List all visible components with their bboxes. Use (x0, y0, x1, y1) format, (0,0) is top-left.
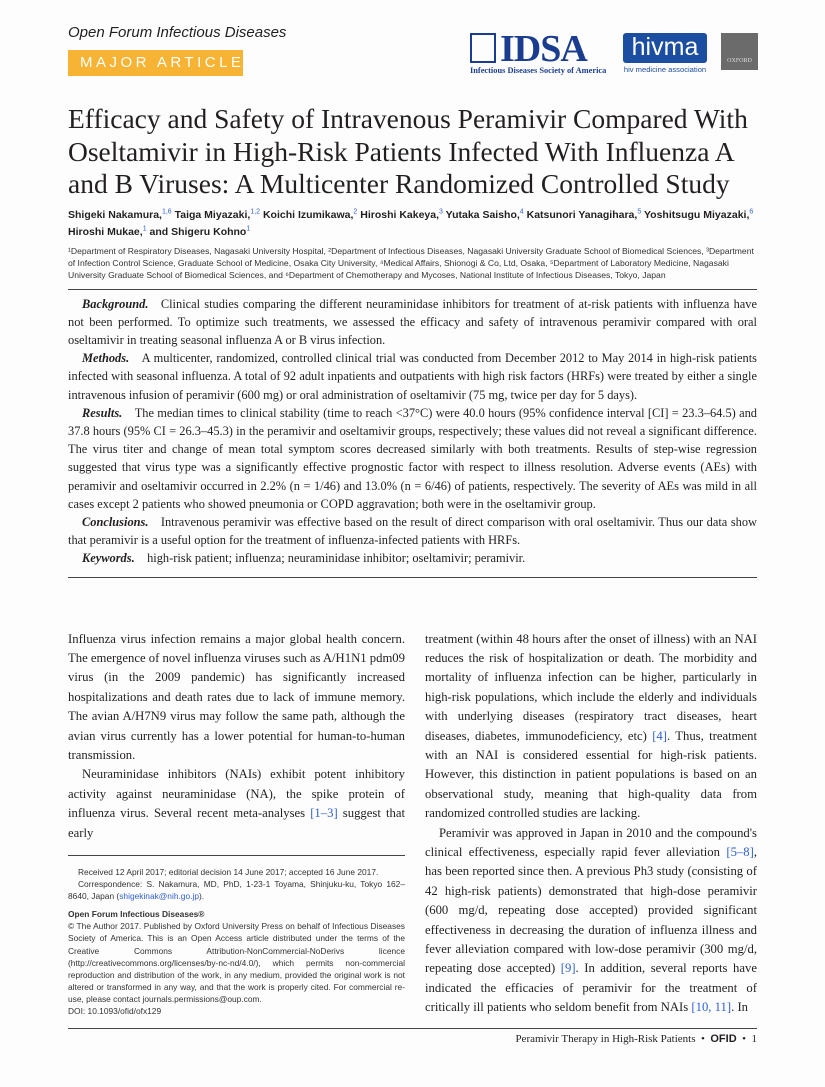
abstract-section-text: Clinical studies comparing the different neuraminidase inhibitors for treatment of at-risk patients with influenza have not been performed. To optimize such treatments, we assessed the efficacy and safety of intravenous peramivir compared with oral oseltamivir in treating seasonal influenza A or B virus infection. (68, 296, 757, 347)
license-text: © The Author 2017. Published by Oxford University Press on behalf of Infectious Diseases Society of America. This is an Open Access article distributed under the terms of the Creative Commons Attribution-NonCommercial-NoDerivs licence (http://creativecommons.org/licenses/by-nc-nd/4.0/), which permits non-commercial reproduction and distribution of the work, in any medium, provided the original work is not altered or transformed in any way, and that the work is properly cited. For commercial re-use, please contact journals.permissions@oup.com. (68, 921, 405, 1004)
journal-footnote-title: Open Forum Infectious Diseases® (68, 909, 205, 920)
author-affiliation-ref[interactable]: 1 (142, 225, 147, 232)
abstract-section-text: The median times to clinical stability (time to reach <37°C) were 40.0 hours (95% confidence interval [CI] = 23.3–64.5) and 37.8 hours (95% CI = 26.3–45.3) in the peramivir and oseltamivir groups, respectively; these values did not reveal a significant difference. The virus titer and change of mean total symptom scores decreased similarly with both treatments. Results of step-wise regression suggested that virus type was a significantly effective prognostic factor with respect to illness resolution. Adverse events (AEs) with peramivir and oseltamivir occurred in 2.2% (n = 1/46) and 13.0% (n = 6/46) of patients, respectively. The severity of AEs was mild in all cases except 2 patients who showed pneumonia or COPD aggravation; both were in the oseltamivir group. (68, 405, 757, 511)
footnotes (68, 866, 405, 1017)
oxford-logo: OXFORD (721, 33, 758, 70)
body-left-column (68, 630, 405, 1018)
hivma-logo: hivma (623, 33, 707, 63)
text: Peramivir was approved in Japan in 2010 and the compound's clinical effectiveness, especially rapid fever alleviation (425, 825, 757, 860)
text: . In (731, 1000, 749, 1015)
paragraph (425, 630, 757, 824)
author-list (68, 207, 757, 241)
paragraph (425, 824, 757, 1018)
idsa-logo-text: IDSA (500, 28, 587, 70)
abstract-section (68, 549, 757, 567)
doi: DOI: 10.1093/ofid/ofx129 (68, 1006, 162, 1017)
author: Koichi Izumikawa, (262, 208, 354, 221)
author: Taiga Miyazaki, (174, 208, 251, 221)
abstract-section-text: A multicenter, randomized, controlled clinical trial was conducted from December 2012 to May 2014 in high-risk patients infected with seasonal influenza. A total of 92 adult inpatients and outpatients with high risk factors (HRFs) were treated by either a single intravenous infusion of peramivir (600 mg) or oral administration of oseltamivir (75 mg, twice per day for 5 days). (68, 351, 757, 402)
divider (68, 577, 757, 578)
abstract-section-label: Background. (82, 296, 149, 311)
abstract-section-label: Results. (82, 405, 123, 420)
citation-link[interactable]: [1–3] (310, 806, 338, 821)
affiliations: ¹Department of Respiratory Diseases, Nagasaki University Hospital, ²Department of Infectious Diseases, Nagasaki University Graduate School of Biomedical Sciences, ³Department of Infection Control Science, Graduate School of Medicine, Osaka City University, ⁴Medical Affairs, Shionogi & Co, Ltd, Osaka, ⁵Department of Laboratory Medicine, Nagasaki University Graduate School of Biomedical Sciences, and ⁶Department of Chemotherapy and Mycoses, National Institute of Infectious Diseases, Tokyo, Japan (68, 245, 754, 280)
text: Neuraminidase inhibitors (NAIs) exhibit potent inhibitory activity against neuraminidase (NA), the spike protein of influenza virus. Several recent meta-analyses (68, 767, 405, 821)
citation-link[interactable]: [5–8] (726, 845, 754, 860)
abstract-section (68, 513, 757, 549)
author: Hiroshi Mukae, (68, 225, 143, 238)
author: Yoshitsugu Miyazaki, (643, 208, 750, 221)
author-affiliation-ref[interactable]: 1,6 (161, 208, 172, 215)
author: Yutaka Saisho, (445, 208, 520, 221)
idsa-emblem-icon (470, 33, 496, 63)
separator: • (742, 1032, 746, 1045)
author: and Shigeru Kohno (149, 225, 247, 238)
footnote-divider (68, 855, 405, 856)
footer-divider (68, 1028, 757, 1029)
correspondence (68, 878, 405, 902)
paragraph: Influenza virus infection remains a major global health concern. The emergence of novel influenza viruses such as A/H1N1 pdm09 virus (in the 2009 pandemic) has significantly increased hospitalizations and death rates due to lack of immune memory. The avian A/H7N9 virus may follow the same path, although the avian virus currently has a lower potential for human-to-human transmission. (68, 631, 405, 762)
page-number: 1 (751, 1032, 757, 1045)
abstract-section-label: Methods. (82, 351, 130, 366)
abstract-section-label: Keywords. (82, 551, 135, 566)
author-affiliation-ref[interactable]: 1 (246, 225, 251, 232)
author: Katsunori Yanagihara, (526, 208, 638, 221)
journal-name: Open Forum Infectious Diseases (68, 24, 287, 41)
abstract-section (68, 404, 757, 513)
article-type-badge: MAJOR ARTICLE (68, 50, 243, 76)
author-affiliation-ref[interactable]: 6 (749, 208, 754, 215)
author-affiliation-ref[interactable]: 4 (519, 208, 524, 215)
hivma-logo-subtitle: hiv medicine association (623, 65, 707, 74)
text: ). (198, 891, 205, 902)
author: Shigeki Nakamura, (68, 208, 162, 221)
body-right-column (425, 630, 757, 1018)
abstract-section (68, 295, 757, 350)
text: . Thus, treatment with an NAI is considered essential for high-risk patients. However, this distinction in patient populations is based on an observational study, meaning that high-quality data from randomized controlled studies are lacking. (425, 728, 757, 821)
abstract-section (68, 349, 757, 404)
author-affiliation-ref[interactable]: 2 (353, 208, 358, 215)
author: Hiroshi Kakeya, (360, 208, 440, 221)
text: Correspondence: S. Nakamura, MD, PhD, 1-23-1 Toyama, Shinjuku-ku, Tokyo 162–8640, Japan ( (68, 879, 405, 902)
author-affiliation-ref[interactable]: 5 (637, 208, 642, 215)
text: suggest that early (68, 806, 405, 840)
paragraph (68, 765, 405, 843)
citation-link[interactable]: [10, 11] (691, 1000, 732, 1015)
abstract-section-text: high-risk patient; influenza; neuraminidase inhibitor; oseltamivir; peramivir. (147, 551, 526, 566)
text: treatment (within 48 hours after the onset of illness) with an NAI reduces the risk of hospitalization or death. The morbidity and mortality of influenza infection can be higher, particularly in high-risk populations, which include the elderly and individuals with underlying diseases (respiratory tract diseases, heart diseases, diabetes, immunodeficiency, etc) (425, 631, 757, 743)
abstract (68, 295, 757, 568)
text: , has been reported since then. A previous Ph3 study (consisting of 42 high-risk patients) demonstrated that high-dose peramivir (600 mg/d, repeating dose accepted) provided significant effectiveness in decreasing the duration of influenza illness and fever alleviation compared with low-dose peramivir (300 mg/d, repeating dose accepted) (425, 845, 757, 976)
abstract-section-label: Conclusions. (82, 514, 149, 529)
citation-link[interactable]: [9] (560, 961, 576, 976)
separator: • (701, 1032, 705, 1045)
body-columns (68, 630, 757, 1018)
received-dates: Received 12 April 2017; editorial decision 14 June 2017; accepted 16 June 2017. (78, 867, 379, 878)
page-footer (68, 1033, 757, 1045)
divider (68, 289, 757, 290)
text: . In addition, several reports have indicated the efficacies of peramivir for the treatment of critically ill patients who seldom benefit from NAIs (425, 961, 757, 1015)
page-header (68, 24, 757, 80)
abstract-section-text: Intravenous peramivir was effective based on the result of direct comparison with oral oseltamivir. Thus our data show that peramivir is a useful option for the treatment of influenza-infected patients with HRFs. (68, 514, 757, 548)
journal-abbr: OFID (710, 1032, 737, 1045)
idsa-logo-subtitle: Infectious Diseases Society of America (470, 66, 607, 75)
running-title: Peramivir Therapy in High-Risk Patients (515, 1032, 696, 1045)
author-affiliation-ref[interactable]: 1,2 (250, 208, 261, 215)
email-link[interactable]: shigekinak@nih.go.jp (119, 891, 199, 902)
author-affiliation-ref[interactable]: 3 (439, 208, 443, 215)
citation-link[interactable]: [4] (652, 728, 667, 743)
article-title: Efficacy and Safety of Intravenous Peramivir Compared With Oseltamivir in High-Risk Patients Infected With Influenza A and B Viruses: A Multicenter Randomized Controlled Study (68, 103, 748, 199)
idsa-logo (470, 28, 615, 75)
